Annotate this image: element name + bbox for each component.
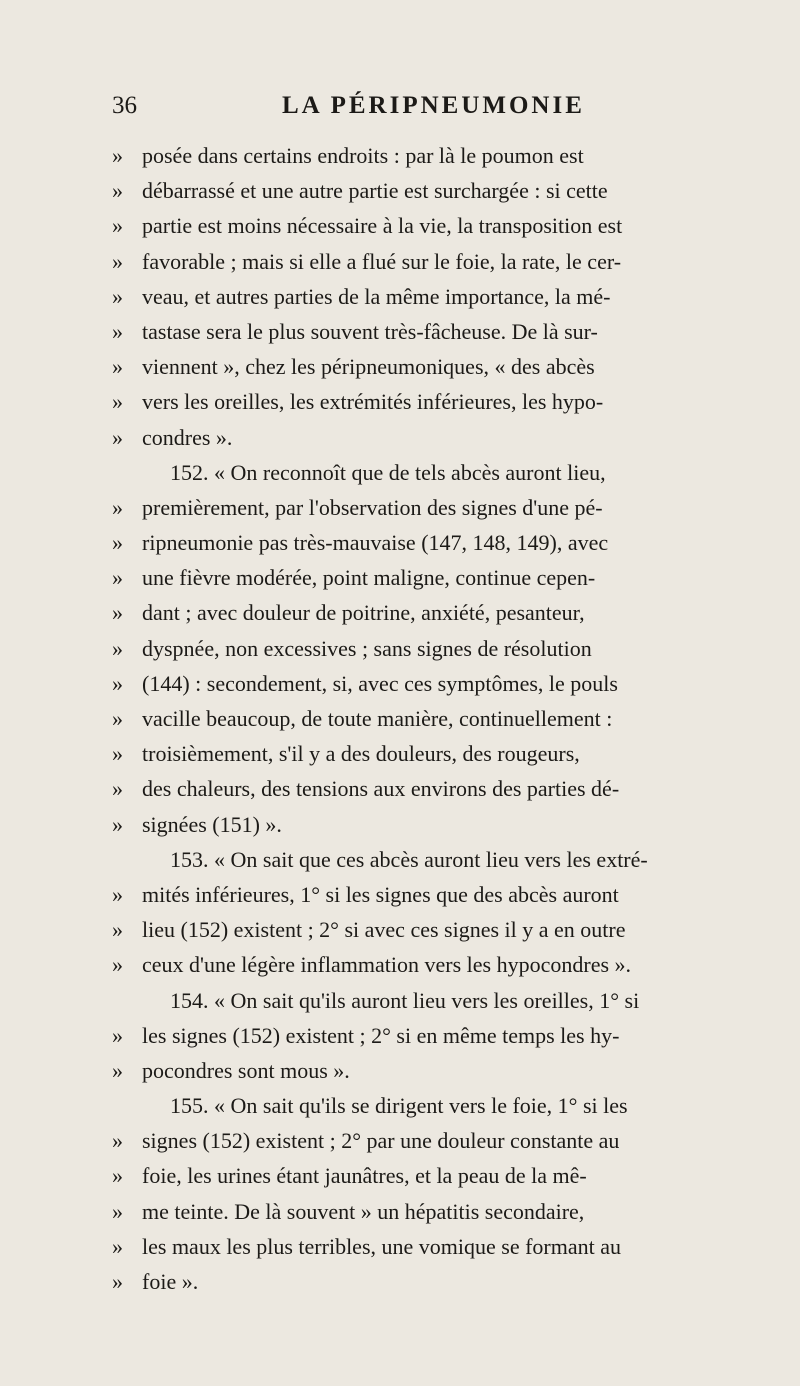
text-line — [112, 912, 762, 947]
text-line — [112, 314, 762, 349]
line-text: me teinte. De là souvent » un hépatitis secondaire, — [142, 1198, 585, 1224]
quote-mark: » — [112, 178, 123, 204]
quote-mark: » — [112, 354, 123, 380]
text-line — [112, 1194, 762, 1229]
quote-mark: » — [112, 1233, 123, 1259]
text-line — [112, 525, 762, 560]
quote-mark: » — [112, 248, 123, 274]
line-text: dant ; avec douleur de poitrine, anxiété, pesanteur, — [142, 600, 585, 626]
line-text: foie, les urines étant jaunâtres, et la peau de la mê- — [142, 1163, 587, 1189]
text-line — [112, 1229, 762, 1264]
text-line — [112, 736, 762, 771]
text-line — [112, 666, 762, 701]
text-line — [112, 595, 762, 630]
line-text: premièrement, par l'observation des signes d'une pé- — [142, 494, 603, 520]
line-text: viennent », chez les péripneumoniques, « des abcès — [142, 354, 595, 380]
quote-mark: » — [112, 1022, 123, 1048]
quote-mark: » — [112, 1269, 123, 1294]
text-line — [112, 208, 762, 243]
text-line — [112, 420, 762, 455]
text-line — [112, 1158, 762, 1193]
paragraph-start-line — [112, 983, 762, 1018]
quote-mark: » — [112, 213, 123, 239]
paragraph-start-line — [112, 455, 762, 490]
text-line — [112, 1018, 762, 1053]
quote-mark: » — [112, 741, 123, 767]
line-text: ripneumonie pas très-mauvaise (147, 148, 149), avec — [142, 530, 609, 556]
line-text: lieu (152) existent ; 2° si avec ces signes il y a en outre — [142, 917, 626, 943]
quote-mark: » — [112, 811, 123, 837]
line-text: (144) : secondement, si, avec ces symptômes, le pouls — [142, 670, 618, 696]
line-text: débarrassé et une autre partie est surchargée : si cette — [142, 178, 608, 204]
line-text: posée dans certains endroits : par là le poumon est — [142, 143, 584, 168]
line-text: 153. « On sait que ces abcès auront lieu vers les extré- — [170, 846, 648, 872]
line-text: signées (151) ». — [142, 811, 282, 837]
text-line — [112, 244, 762, 279]
text-line — [112, 384, 762, 419]
text-line — [112, 1053, 762, 1088]
text-line — [112, 490, 762, 525]
quote-mark: » — [112, 952, 123, 978]
line-text: troisièmement, s'il y a des douleurs, des rougeurs, — [142, 741, 580, 767]
line-text: condres ». — [142, 424, 233, 450]
paragraph-start-line — [112, 1088, 762, 1123]
line-text: favorable ; mais si elle a flué sur le foie, la rate, le cer- — [142, 248, 622, 274]
quote-mark: » — [112, 706, 123, 731]
quote-mark: » — [112, 917, 123, 943]
line-text: les maux les plus terribles, une vomique se formant au — [142, 1233, 621, 1259]
quote-mark: » — [112, 776, 123, 802]
quote-mark: » — [112, 530, 123, 556]
line-text: 155. « On sait qu'ils se dirigent vers le foie, 1° si les — [170, 1093, 628, 1119]
quote-mark: » — [112, 1128, 123, 1154]
page-header — [112, 92, 752, 132]
text-line — [112, 1264, 762, 1299]
quote-mark: » — [112, 1057, 123, 1083]
quote-mark: » — [112, 143, 123, 168]
line-text: 152. « On reconnoît que de tels abcès auront lieu, — [170, 459, 606, 485]
quote-mark: » — [112, 1163, 123, 1189]
line-text: les signes (152) existent ; 2° si en même temps les hy- — [142, 1022, 620, 1048]
line-text: partie est moins nécessaire à la vie, la transposition est — [142, 213, 623, 239]
quote-mark: » — [112, 565, 123, 591]
quote-mark: » — [112, 318, 123, 344]
quote-mark: » — [112, 494, 123, 520]
page-number: 36 — [112, 92, 137, 119]
text-line — [112, 947, 762, 982]
body-text — [112, 138, 762, 1299]
text-line — [112, 349, 762, 384]
quote-mark: » — [112, 389, 123, 415]
line-text: dyspnée, non excessives ; sans signes de résolution — [142, 635, 592, 661]
line-text: mités inférieures, 1° si les signes que des abcès auront — [142, 881, 619, 907]
line-text: signes (152) existent ; 2° par une douleur constante au — [142, 1128, 620, 1154]
line-text: une fièvre modérée, point maligne, continue cepen- — [142, 565, 596, 591]
line-text: vacille beaucoup, de toute manière, continuellement : — [142, 706, 613, 731]
quote-mark: » — [112, 670, 123, 696]
text-line — [112, 771, 762, 806]
text-line — [112, 1123, 762, 1158]
line-text: pocondres sont mous ». — [142, 1057, 350, 1083]
line-text: tastase sera le plus souvent très-fâcheuse. De là sur- — [142, 318, 598, 344]
text-line — [112, 279, 762, 314]
text-line — [112, 560, 762, 595]
text-line — [112, 701, 762, 736]
running-title: LA PÉRIPNEUMONIE — [282, 92, 585, 119]
quote-mark: » — [112, 881, 123, 907]
line-text: vers les oreilles, les extrémités inférieures, les hypo- — [142, 389, 604, 415]
line-text: 154. « On sait qu'ils auront lieu vers les oreilles, 1° si — [170, 987, 640, 1013]
text-line — [112, 173, 762, 208]
line-text: ceux d'une légère inflammation vers les hypocondres ». — [142, 952, 632, 978]
text-line — [112, 807, 762, 842]
line-text: veau, et autres parties de la même importance, la mé- — [142, 283, 611, 309]
line-text: foie ». — [142, 1269, 199, 1294]
text-line — [112, 877, 762, 912]
line-text: des chaleurs, des tensions aux environs des parties dé- — [142, 776, 620, 802]
quote-mark: » — [112, 600, 123, 626]
paragraph-start-line — [112, 842, 762, 877]
quote-mark: » — [112, 635, 123, 661]
quote-mark: » — [112, 1198, 123, 1224]
quote-mark: » — [112, 283, 123, 309]
text-line — [112, 631, 762, 666]
text-line — [112, 138, 762, 173]
quote-mark: » — [112, 424, 123, 450]
